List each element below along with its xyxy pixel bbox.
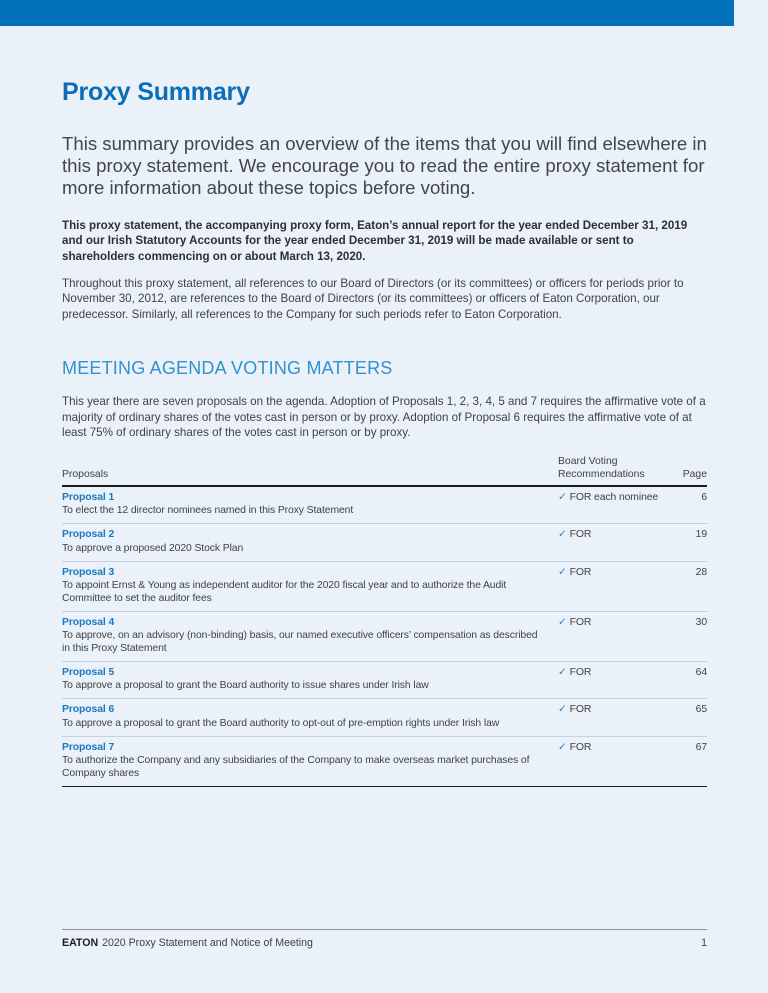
proposal-7-link[interactable]: Proposal 7 <box>62 741 115 753</box>
table-row-proposal-6 <box>62 699 707 737</box>
column-header-page: Page <box>682 468 707 480</box>
recommendation-label: FOR <box>569 566 592 578</box>
page-content <box>62 26 707 787</box>
proposal-cell <box>62 742 558 781</box>
proposal-description: To approve a proposal to grant the Board authority to opt-out of pre-emption rights under Irish law <box>62 717 500 729</box>
page-number-cell: 64 <box>695 666 707 678</box>
check-icon: ✓ <box>558 529 567 541</box>
proposal-1-link[interactable]: Proposal 1 <box>62 491 115 503</box>
table-row-proposal-7 <box>62 737 707 787</box>
proposal-6-link[interactable]: Proposal 6 <box>62 704 115 716</box>
proposal-3-link[interactable]: Proposal 3 <box>62 566 115 578</box>
footer-brand: EATON <box>62 937 99 949</box>
column-header-recommendations <box>558 455 670 481</box>
check-icon: ✓ <box>558 491 567 503</box>
proposal-cell <box>62 567 558 606</box>
page-title: Proxy Summary <box>62 78 250 106</box>
proposal-4-link[interactable]: Proposal 4 <box>62 616 115 628</box>
top-accent-bar <box>0 0 734 26</box>
table-row-proposal-4 <box>62 612 707 662</box>
page-number-cell: 65 <box>695 704 707 716</box>
recommendation-cell <box>558 492 670 505</box>
proposal-description: To approve a proposed 2020 Stock Plan <box>62 542 244 554</box>
check-icon: ✓ <box>558 616 567 628</box>
proposal-description: To approve a proposal to grant the Board authority to issue shares under Irish law <box>62 680 429 692</box>
intro-paragraph: This summary provides an overview of the items that you will find elsewhere in this proxy statement. We encourage you to read the entire proxy statement for more information about these topics before voting. <box>62 133 707 198</box>
table-row-proposal-1 <box>62 487 707 525</box>
check-icon: ✓ <box>558 666 567 678</box>
recommendation-label: FOR <box>569 704 592 716</box>
section-heading-meeting-agenda: MEETING AGENDA VOTING MATTERS <box>62 358 393 379</box>
recommendation-cell <box>558 567 670 580</box>
page-number-cell: 30 <box>695 616 707 628</box>
proposal-cell <box>62 704 558 730</box>
predecessor-note: Throughout this proxy statement, all references to our Board of Directors (or its committees) or officers for periods prior to November 30, 2012, are references to the Board of Directors (or its committees) or officers of Eaton Corporation, our predecessor. Similarly, all references to the Company for such periods refer to Eaton Corporation. <box>62 276 684 321</box>
footer-left <box>62 937 313 949</box>
proposal-description: To appoint Ernst & Young as independent auditor for the 2020 fiscal year and to authorize the Audit Committee to set the auditor fees <box>62 580 507 604</box>
proposal-description: To authorize the Company and any subsidiaries of the Company to make overseas market purchases of Company shares <box>62 755 530 779</box>
availability-note: This proxy statement, the accompanying proxy form, Eaton’s annual report for the year ended December 31, 2019 and our Irish Statutory Accounts for the year ended December 31, 2019 will be made available or sent to shareholders commencing on or about March 13, 2020. <box>62 218 688 263</box>
proposal-2-link[interactable]: Proposal 2 <box>62 529 115 541</box>
column-header-recommendations-line2: Recommendations <box>558 468 645 480</box>
page-number-cell: 6 <box>701 491 707 503</box>
check-icon: ✓ <box>558 741 567 753</box>
page-number-cell: 19 <box>695 529 707 541</box>
check-icon: ✓ <box>558 566 567 578</box>
proposals-table <box>62 455 707 787</box>
recommendation-label: FOR each nominee <box>569 491 659 503</box>
recommendation-label: FOR <box>569 529 592 541</box>
recommendation-cell <box>558 617 670 630</box>
column-header-proposals: Proposals <box>62 468 109 480</box>
proposal-description: To elect the 12 director nominees named in this Proxy Statement <box>62 505 354 517</box>
recommendation-label: FOR <box>569 616 592 628</box>
proposal-cell <box>62 617 558 656</box>
page-footer <box>62 929 707 949</box>
recommendation-cell <box>558 529 670 542</box>
table-row-proposal-2 <box>62 524 707 562</box>
proposal-cell <box>62 529 558 555</box>
table-row-proposal-3 <box>62 562 707 612</box>
proposal-cell <box>62 492 558 518</box>
footer-text: 2020 Proxy Statement and Notice of Meeting <box>102 937 313 949</box>
section-paragraph: This year there are seven proposals on the agenda. Adoption of Proposals 1, 2, 3, 4, 5 and 7 requires the affirmative vote of a majority of ordinary shares of the votes cast in person or by proxy. Adoption of Proposal 6 requires the affirmative vote of at least 75% of ordinary shares of the votes cast in person or by proxy. <box>62 395 706 440</box>
recommendation-cell <box>558 704 670 717</box>
proposal-description: To approve, on an advisory (non-binding) basis, our named executive officers’ compensation as described in this Proxy Statement <box>62 630 538 654</box>
table-header-row <box>62 455 707 487</box>
column-header-recommendations-line1: Board Voting <box>558 455 618 467</box>
recommendation-label: FOR <box>569 666 592 678</box>
page-number-cell: 28 <box>695 566 707 578</box>
recommendation-cell <box>558 742 670 755</box>
table-row-proposal-5 <box>62 662 707 700</box>
footer-page-number: 1 <box>701 937 707 949</box>
recommendation-cell <box>558 667 670 680</box>
recommendation-label: FOR <box>569 741 592 753</box>
check-icon: ✓ <box>558 704 567 716</box>
page-number-cell: 67 <box>695 741 707 753</box>
proposal-5-link[interactable]: Proposal 5 <box>62 666 115 678</box>
proposal-cell <box>62 667 558 693</box>
